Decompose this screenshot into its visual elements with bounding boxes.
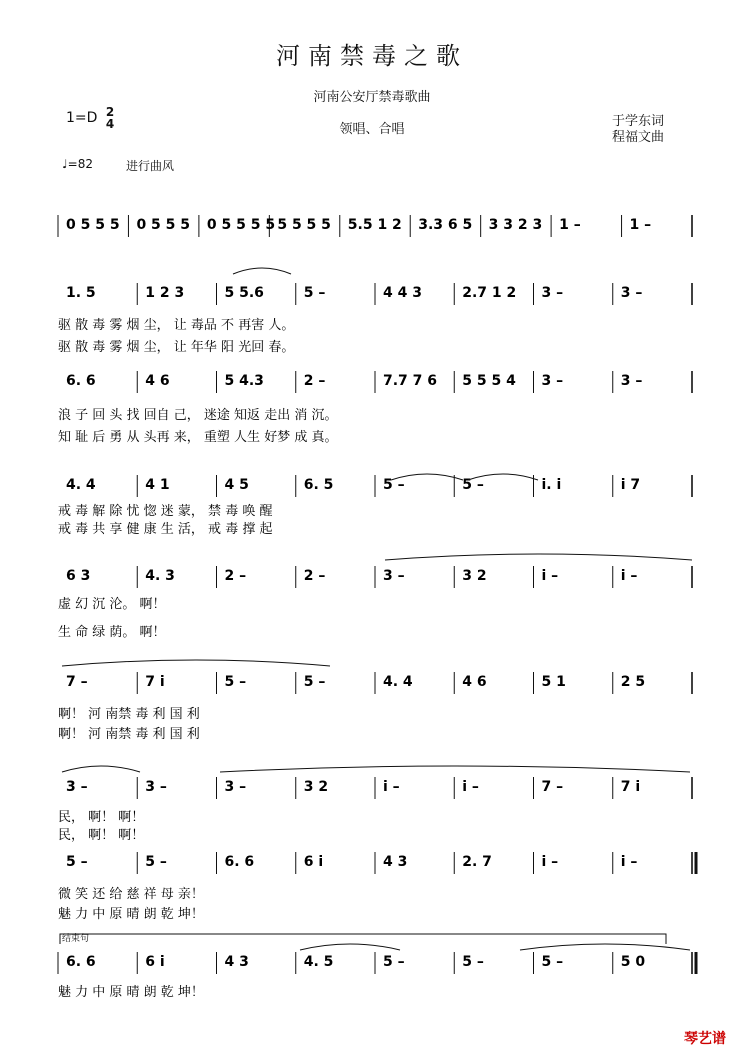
lyric-line: 啊！ 河 南禁 毒 利 国 利 — [58, 707, 200, 722]
measure-notes: i – — [383, 779, 400, 795]
ending-label: 结束句 — [62, 934, 90, 944]
measure-notes: i – — [620, 568, 638, 584]
measure-notes: 4 6 — [462, 674, 487, 690]
measure-notes: 7 i — [145, 674, 165, 690]
measure-notes: 6 i — [303, 854, 324, 870]
measure-notes: 7.7 7 6 — [383, 373, 438, 389]
measure-notes: 5 – — [462, 477, 484, 493]
measure-notes: i – — [541, 568, 559, 584]
lyric-line: 魅 力 中 原 晴 朗 乾 坤！ — [58, 907, 204, 922]
measure-notes: 5 – — [303, 674, 326, 690]
measure-notes: 6. 6 — [66, 954, 96, 970]
measure-notes: 2 – — [303, 568, 326, 584]
measure-notes: 2. 7 — [462, 854, 492, 870]
measure-notes: 1 – — [559, 217, 581, 233]
measure-notes: 2 5 — [620, 674, 646, 690]
measure-notes: 4. 5 — [303, 954, 334, 970]
time-bottom: 4 — [105, 117, 115, 131]
measure-notes: 4. 3 — [145, 568, 175, 584]
key-label: 1=D — [66, 110, 98, 126]
measure-notes: 4 4 3 — [383, 285, 422, 301]
measure-notes: 3.3 6 5 — [418, 217, 473, 233]
measure-notes: 5 0 — [620, 954, 646, 970]
lyric-line: 驱 散 毒 雾 烟 尘， 让 年华 阳 光回 春。 — [58, 340, 295, 355]
measure-notes: i – — [462, 779, 479, 795]
measure-notes: 4 3 — [224, 954, 249, 970]
measure-notes: 1 2 3 — [145, 285, 185, 301]
time-top: 2 — [105, 105, 115, 119]
measure-notes: i – — [541, 854, 559, 870]
measure-notes: 6. 6 — [224, 854, 255, 870]
measure-notes: 3 – — [224, 779, 247, 795]
lyric-line: 民， 啊！ 啊！ — [58, 828, 145, 843]
measure-notes: 4 3 — [383, 854, 408, 870]
measure-notes: 3 2 — [303, 779, 329, 795]
lyric-line: 虚 幻 沉 沦。 啊！ — [58, 597, 166, 612]
lyric-line: 知 耻 后 勇 从 头再 来， 重塑 人生 好梦 成 真。 — [58, 430, 338, 445]
measure-notes: 3 – — [66, 779, 88, 795]
measure-notes: 0 5 5 5 — [136, 217, 191, 233]
lyric-line: 魅 力 中 原 晴 朗 乾 坤！ — [58, 985, 204, 1000]
slur — [385, 554, 692, 560]
slur — [220, 766, 690, 772]
measure-notes: 5 – — [66, 854, 88, 870]
measure-notes: i 7 — [620, 477, 641, 493]
measure-notes: i – — [620, 854, 638, 870]
measure-notes: 5.5 1 2 — [347, 217, 402, 233]
measure-notes: 2.7 1 2 — [462, 285, 517, 301]
measure-notes: 4 6 — [145, 373, 170, 389]
measure-notes: 5 – — [303, 285, 326, 301]
slur — [62, 660, 330, 666]
measure-notes: i. i — [541, 477, 562, 493]
measure-notes: 5 5.6 — [224, 285, 264, 301]
measure-notes: 5 – — [224, 674, 247, 690]
measure-notes: 0 5 5 5 5 — [206, 217, 276, 233]
measure-notes: 5 5 5 5 — [277, 217, 331, 233]
lyric-line: 民， 啊！ 啊！ — [58, 810, 145, 825]
measure-notes: 2 – — [303, 373, 326, 389]
measure-notes: 7 i — [620, 779, 641, 795]
lyricist: 于学东词 — [612, 114, 665, 129]
measure-notes: 3 – — [145, 779, 167, 795]
measure-notes: 5 4.3 — [224, 373, 264, 389]
slur — [62, 766, 140, 772]
song-title: 河南禁毒之歌 — [276, 42, 468, 70]
ending-bracket — [60, 934, 666, 944]
measure-notes: 5 5 5 4 — [462, 373, 516, 389]
slur — [520, 944, 690, 950]
measure-notes: 4. 4 — [66, 477, 96, 493]
measure-notes: 3 3 2 3 — [488, 217, 543, 233]
lyric-line: 啊！ 河 南禁 毒 利 国 利 — [58, 727, 200, 742]
measure-notes: 6. 5 — [303, 477, 334, 493]
lyric-line: 戒 毒 共 享 健 康 生 活， 戒 毒 撑 起 — [58, 522, 273, 537]
measure-notes: 3 – — [541, 285, 564, 301]
measure-notes: 4 5 — [224, 477, 249, 493]
measure-notes: 4 1 — [145, 477, 170, 493]
measure-notes: 0 5 5 5 — [66, 217, 120, 233]
lyric-line: 驱 散 毒 雾 烟 尘， 让 毒品 不 再害 人。 — [58, 318, 295, 333]
composer: 程福文曲 — [612, 130, 665, 145]
site-logo: 琴艺谱 — [684, 1031, 726, 1047]
measure-notes: 6. 6 — [66, 373, 96, 389]
song-subtitle: 河南公安厅禁毒歌曲 — [313, 90, 431, 105]
measure-notes: 5 – — [541, 954, 564, 970]
measure-notes: 4. 4 — [383, 674, 413, 690]
measure-notes: 5 – — [462, 954, 484, 970]
lyric-line: 微 笑 还 给 慈 祥 母 亲！ — [58, 887, 204, 902]
slur — [300, 944, 400, 950]
style-marking: 进行曲风 — [126, 159, 175, 173]
measure-notes: 7 – — [66, 674, 88, 690]
measure-notes: 3 – — [541, 373, 564, 389]
tempo-marking: ♩=82 — [62, 157, 93, 171]
slur — [233, 268, 291, 274]
measure-notes: 6 i — [145, 954, 165, 970]
measure-notes: 3 2 — [462, 568, 487, 584]
performance-type: 领唱、合唱 — [339, 122, 405, 137]
measure-notes: 3 – — [620, 373, 643, 389]
measure-notes: 7 – — [541, 779, 564, 795]
measure-notes: 5 – — [145, 854, 167, 870]
measure-notes: 1 – — [629, 217, 652, 233]
lyric-line: 生 命 绿 荫。 啊！ — [58, 625, 166, 640]
measure-notes: 3 – — [383, 568, 405, 584]
measure-notes: 1. 5 — [66, 285, 96, 301]
lyric-line: 戒 毒 解 除 忧 惚 迷 蒙， 禁 毒 唤 醒 — [58, 504, 273, 519]
lyric-line: 浪 子 回 头 找 回自 己， 迷途 知返 走出 消 沉。 — [58, 408, 338, 423]
measure-notes: 3 – — [620, 285, 643, 301]
measure-notes: 2 – — [224, 568, 247, 584]
measure-notes: 5 – — [383, 954, 405, 970]
measure-notes: 5 1 — [541, 674, 566, 690]
measure-notes: 6 3 — [66, 568, 91, 584]
measure-notes: 5 – — [383, 477, 405, 493]
